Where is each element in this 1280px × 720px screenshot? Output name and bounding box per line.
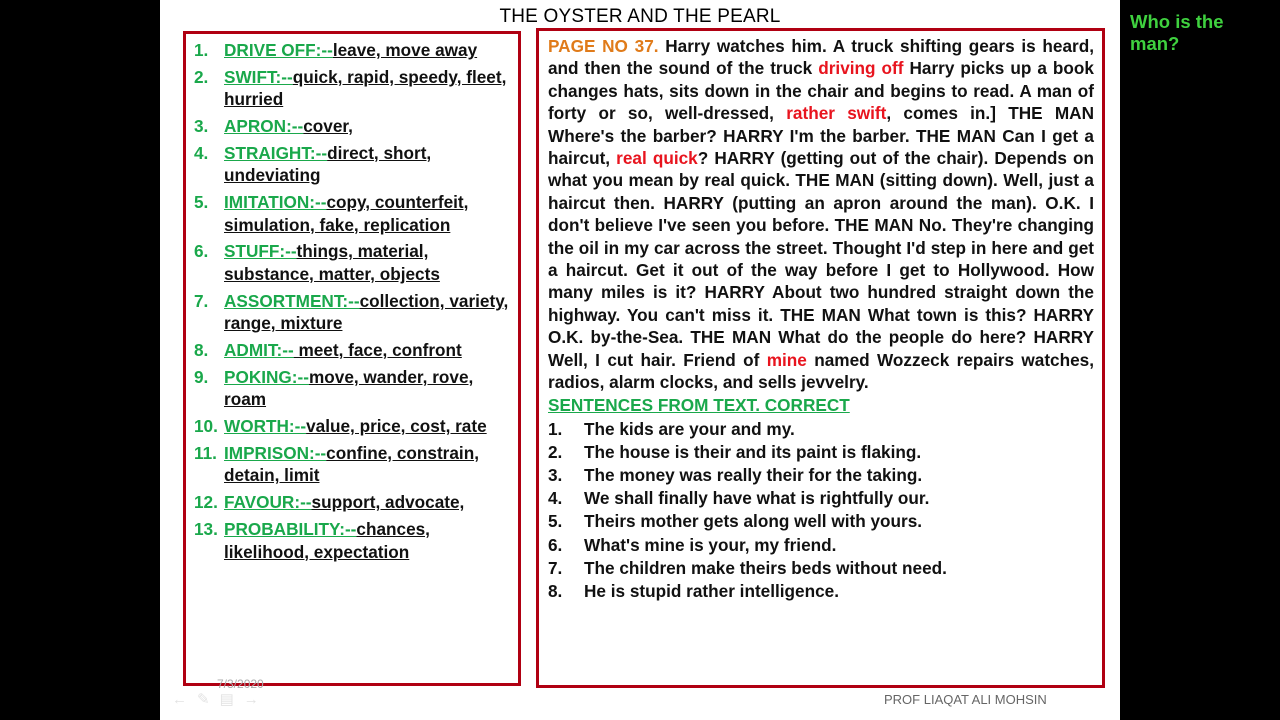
- vocab-item: [194, 442, 510, 487]
- vocab-entry: [224, 39, 510, 62]
- vocab-term: STRAIGHT:--: [224, 142, 328, 163]
- sentence-item: [548, 580, 1094, 603]
- arrow-right-icon[interactable]: →: [243, 691, 269, 708]
- vocab-number: 5.: [194, 192, 209, 213]
- vocab-entry: [224, 290, 510, 335]
- vocab-entry: [224, 339, 510, 362]
- vocab-term: STUFF:--: [224, 241, 297, 262]
- vocab-number: 11.: [194, 442, 217, 463]
- passage-box: [536, 28, 1105, 688]
- vocab-entry: [224, 518, 510, 563]
- sentence-item: [548, 510, 1094, 533]
- vocab-item: [194, 339, 510, 362]
- vocab-item: [194, 366, 510, 411]
- vocab-term: PROBABILITY:--: [224, 519, 357, 540]
- vocab-entry: [224, 240, 510, 285]
- vocab-number: 8.: [194, 340, 209, 361]
- sentence-number: 5.: [548, 511, 563, 532]
- sentence-number: 8.: [548, 580, 563, 601]
- vocab-number: 7.: [194, 290, 209, 311]
- arrow-left-icon[interactable]: ←: [172, 691, 197, 708]
- pen-icon[interactable]: ✎: [197, 691, 220, 708]
- vocab-term: SWIFT:--: [224, 66, 293, 87]
- vocab-entry: [224, 415, 510, 438]
- vocab-definition: cover,: [303, 116, 353, 137]
- vocab-item: [194, 39, 510, 62]
- passage-text: Harry watches him. A truck shifting gears is heard, and then the sound of the truck: [548, 36, 1094, 79]
- sentence-text: The children make theirs beds without need.: [584, 557, 947, 578]
- vocab-term: ADMIT:--: [224, 340, 294, 361]
- sentences-heading: SENTENCES FROM TEXT. CORRECT: [548, 394, 850, 415]
- highlight-phrase: driving off: [818, 58, 904, 79]
- sentence-text: The money was really their for the taking.: [584, 464, 923, 485]
- sentence-number: 4.: [548, 488, 563, 509]
- vocab-definition: meet, face, confront: [293, 340, 462, 361]
- sentence-list: [539, 417, 1102, 604]
- vocab-definition: chances, likelihood, expectation: [224, 519, 430, 562]
- slide-date: 7/3/2020: [217, 677, 264, 691]
- vocab-number: 4.: [194, 142, 209, 163]
- vocab-definition: things, material, substance, matter, objects: [224, 241, 440, 284]
- vocabulary-box: [183, 31, 521, 686]
- sentence-number: 1.: [548, 418, 563, 439]
- vocab-term: APRON:--: [224, 116, 304, 137]
- passage-text: ? HARRY (getting out of the chair). Depends on what you mean by real quick. THE MAN (sitting down). Well, just a haircut then. HARRY (putting an apron around the man). O.K. I don't believe I've seen you before. THE MAN No. They're changing the oil in my car across the street. Thought I'd step in here and get a haircut. Get it out of the way before I get to Hollywood. How many miles is it? HARRY About two hundred straight down the highway. You can't miss it. THE MAN What town is this? HARRY O.K. by-the-Sea. THE MAN What do the people do here? HARRY Well, I cut hair. Friend of: [548, 148, 1094, 370]
- vocab-definition: confine, constrain, detain, limit: [224, 442, 479, 486]
- vocab-item: [194, 491, 510, 514]
- sentence-number: 2.: [548, 441, 563, 462]
- vocab-definition: copy, counterfeit, simulation, fake, replication: [224, 192, 469, 235]
- vocab-entry: [224, 142, 510, 187]
- sentence-text: Theirs mother gets along well with yours.: [584, 511, 923, 532]
- vocab-term: POKING:--: [224, 366, 309, 387]
- sentence-text: The kids are your and my.: [584, 418, 795, 439]
- vocab-entry: [224, 366, 510, 411]
- vocab-entry: [224, 66, 510, 111]
- sentence-item: [548, 464, 1094, 487]
- vocab-term: DRIVE OFF:--: [224, 40, 333, 60]
- vocabulary-list: [186, 34, 518, 563]
- vocab-number: 12.: [194, 492, 218, 513]
- sentence-text: The house is their and its paint is flaking.: [584, 441, 922, 462]
- vocab-term: FAVOUR:--: [224, 492, 312, 513]
- vocab-term: WORTH:--: [224, 416, 307, 437]
- passage-text: Harry picks up a book changes hats, sits down in the chair and begins to read. A man of forty or so, well-dressed,: [548, 58, 1094, 124]
- vocab-number: 13.: [194, 519, 218, 540]
- vocab-item: [194, 415, 510, 438]
- vocab-number: 6.: [194, 241, 209, 262]
- vocab-item: [194, 66, 510, 111]
- vocab-term: IMPRISON:--: [224, 442, 327, 463]
- vocab-item: [194, 240, 510, 285]
- highlight-phrase: rather swift: [786, 103, 887, 124]
- vocab-number: 9.: [194, 366, 209, 387]
- vocab-item: [194, 142, 510, 187]
- sentence-number: 7.: [548, 557, 563, 578]
- vocab-item: [194, 290, 510, 335]
- vocab-number: 3.: [194, 116, 209, 137]
- vocab-term: ASSORTMENT:--: [224, 290, 360, 311]
- vocab-item: [194, 115, 510, 138]
- vocab-definition: quick, rapid, speedy, fleet, hurried: [224, 66, 507, 110]
- sentence-item: [548, 418, 1094, 441]
- passage-text: , comes in.] THE MAN Where's the barber? HARRY I'm the barber. THE MAN Can I get a haircut,: [548, 103, 1094, 169]
- vocab-entry: [224, 191, 510, 236]
- passage-paragraph: [539, 31, 1102, 394]
- side-question: Who is the man?: [1130, 11, 1224, 54]
- slide-title: THE OYSTER AND THE PEARL: [499, 6, 781, 27]
- highlight-phrase: real quick: [616, 148, 698, 169]
- sentence-number: 3.: [548, 464, 563, 485]
- vocab-item: [194, 518, 510, 563]
- vocab-definition: collection, variety, range, mixture: [224, 290, 509, 334]
- sentence-number: 6.: [548, 534, 563, 555]
- slides-icon[interactable]: ▤: [219, 691, 244, 708]
- vocab-definition: direct, short, undeviating: [224, 142, 432, 186]
- sentence-item: [548, 441, 1094, 464]
- vocab-entry: [224, 442, 510, 487]
- sentence-text: What's mine is your, my friend.: [584, 534, 837, 555]
- sentence-item: [548, 534, 1094, 557]
- page-label: PAGE NO 37.: [548, 36, 659, 56]
- author-credit: PROF LIAQAT ALI MOHSIN: [884, 692, 1047, 707]
- vocab-entry: [224, 115, 510, 138]
- sentence-text: He is stupid rather intelligence.: [584, 580, 840, 601]
- vocab-definition: value, price, cost, rate: [306, 416, 487, 437]
- vocab-definition: move, wander, rove, roam: [224, 366, 474, 410]
- vocab-definition: leave, move away: [332, 40, 478, 60]
- vocab-number: 10.: [194, 416, 218, 437]
- passage-text: named Wozzeck repairs watches, radios, alarm clocks, and sells jevvelry.: [548, 349, 1094, 393]
- highlight-phrase: mine: [766, 349, 807, 370]
- slide: [160, 0, 1120, 720]
- vocab-number: 2.: [194, 66, 209, 87]
- vocab-entry: [224, 491, 510, 514]
- slide-nav-toolbar: [172, 690, 269, 708]
- vocab-definition: support, advocate,: [311, 492, 465, 513]
- vocab-item: [194, 191, 510, 236]
- sentence-item: [548, 487, 1094, 510]
- sentence-item: [548, 557, 1094, 580]
- sentence-text: We shall finally have what is rightfully our.: [584, 488, 930, 509]
- vocab-term: IMITATION:--: [224, 192, 327, 213]
- vocab-number: 1.: [194, 40, 209, 60]
